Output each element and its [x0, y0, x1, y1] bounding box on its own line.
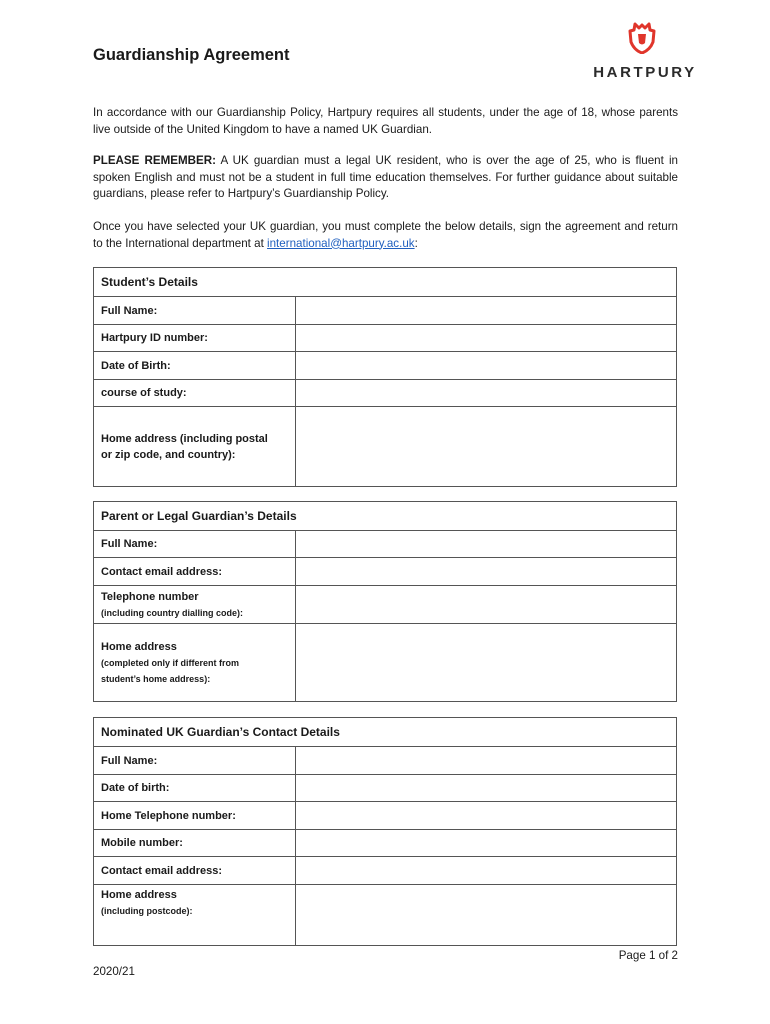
parent-email-label: Contact email address: [94, 558, 296, 586]
reminder-text: A UK guardian must a legal UK resident, who is over the age of 25, who is fluent in spoken English and must not be a student in full time education themselves. For further guidance about suitable guardians, please refer to Hartpury’s Guardianship Policy. [93, 154, 678, 200]
logo-text: HARTPURY [593, 64, 697, 81]
student-dob-label: Date of Birth: [94, 352, 296, 380]
guardian-full-name-label: Full Name: [94, 747, 296, 775]
hartpury-logo [570, 22, 720, 82]
academic-year: 2020/21 [93, 965, 135, 978]
instructions-paragraph: Once you have selected your UK guardian, you must complete the below details, sign the agreement and return to the International department at international@hartpury.ac.uk: [93, 220, 678, 250]
guardian-email-input[interactable] [296, 858, 676, 884]
guardian-dob-label: Date of birth: [94, 775, 296, 802]
guardian-home-tel-label: Home Telephone number: [94, 802, 296, 830]
guardian-mobile-label: Mobile number: [94, 830, 296, 857]
guardian-home-address-input[interactable] [296, 886, 676, 945]
student-full-name-input[interactable] [296, 298, 676, 324]
parent-details-heading: Parent or Legal Guardian’s Details [94, 502, 677, 531]
international-email-link[interactable]: international@hartpury.ac.uk [267, 236, 415, 250]
hartpury-shield-icon [628, 22, 656, 54]
parent-details-table [93, 501, 677, 702]
students-details-table [93, 267, 677, 487]
intro-paragraph: In accordance with our Guardianship Policy, Hartpury requires all students, under the age of 18, whose parents live outside of the United Kingdom to have a named UK Guardian. [93, 106, 678, 136]
guardian-home-address-label: Home address (including postcode): [94, 885, 296, 946]
guardian-mobile-input[interactable] [296, 831, 676, 856]
student-full-name-label: Full Name: [94, 297, 296, 325]
student-course-input[interactable] [296, 381, 676, 406]
student-course-label: course of study: [94, 380, 296, 407]
page-number: Page 1 of 2 [618, 949, 678, 962]
parent-home-address-label: Home address (completed only if different from student’s home address): [94, 624, 296, 702]
guardian-full-name-input[interactable] [296, 748, 676, 774]
parent-full-name-input[interactable] [296, 532, 676, 557]
parent-home-address-input[interactable] [296, 625, 676, 701]
student-id-label: Hartpury ID number: [94, 325, 296, 352]
student-home-address-input[interactable] [296, 408, 676, 486]
guardian-dob-input[interactable] [296, 776, 676, 801]
student-dob-input[interactable] [296, 353, 676, 379]
guardian-details-heading: Nominated UK Guardian’s Contact Details [94, 718, 677, 747]
parent-telephone-input[interactable] [296, 587, 676, 623]
parent-telephone-label: Telephone number (including country dialling code): [94, 586, 296, 624]
students-details-heading: Student’s Details [94, 268, 677, 297]
instructions-text: Once you have selected your UK guardian, you must complete the below details, sign the agreement and return to the International department at [93, 220, 678, 250]
reminder-paragraph [93, 153, 678, 203]
parent-email-input[interactable] [296, 559, 676, 585]
student-id-input[interactable] [296, 326, 676, 351]
student-home-address-label: Home address (including postal or zip code, and country): [94, 407, 296, 487]
page-title: Guardianship Agreement [93, 46, 290, 64]
guardian-details-table [93, 717, 677, 946]
parent-full-name-label: Full Name: [94, 531, 296, 558]
guardian-home-tel-input[interactable] [296, 803, 676, 829]
reminder-label: PLEASE REMEMBER: [93, 154, 216, 167]
guardian-email-label: Contact email address: [94, 857, 296, 885]
